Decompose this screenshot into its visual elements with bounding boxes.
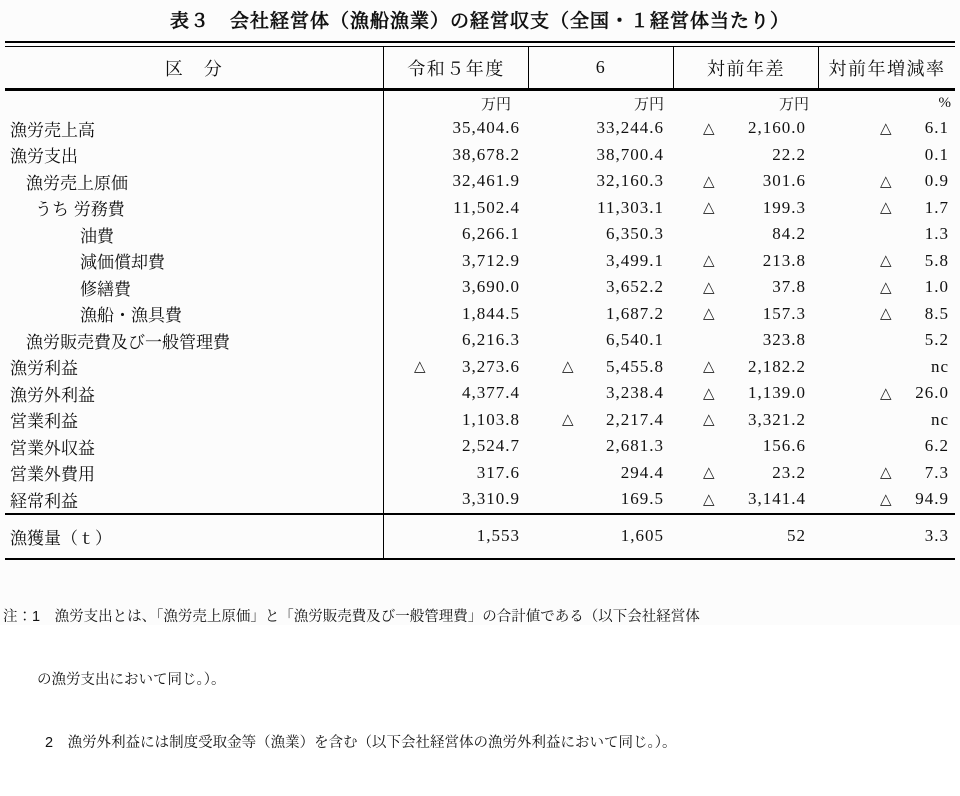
value-cell (818, 142, 955, 169)
row-label: 漁労利益 (10, 359, 78, 379)
table-title: 表３ 会社経営体（漁船漁業）の経営収支（全国・１経営体当たり） (169, 11, 790, 32)
column-header-year6: 6 (528, 47, 673, 88)
row-label: 経常利益 (10, 491, 78, 511)
value-cell (528, 407, 673, 434)
column-header-yoy-diff: 対前年差 (673, 47, 818, 88)
value-cell (673, 142, 818, 169)
value-cell (673, 433, 818, 460)
triangle-negative-icon: △ (562, 359, 574, 376)
value-number: 3,238.4 (606, 383, 664, 403)
table-row (5, 460, 955, 487)
value-number: 22.2 (772, 144, 806, 164)
value-cell (673, 168, 818, 195)
triangle-negative-icon: △ (703, 173, 715, 190)
value-cell (818, 195, 955, 222)
value-cell (673, 221, 818, 248)
value-number: 6.1 (924, 118, 949, 138)
value-number: 3,690.0 (462, 277, 520, 297)
value-cell (528, 168, 673, 195)
row-label: 修繕費 (80, 279, 131, 299)
value-number: 6,266.1 (462, 224, 520, 244)
value-number: 1,844.5 (462, 303, 520, 323)
value-cell (383, 274, 528, 301)
units-row (5, 91, 955, 115)
table-row (5, 195, 955, 222)
value-cell (528, 380, 673, 407)
value-number: 33,244.6 (596, 118, 664, 138)
value-cell (818, 115, 955, 142)
value-number: 23.2 (772, 462, 806, 482)
row-label: 営業利益 (10, 412, 78, 432)
value-number: 301.6 (762, 171, 806, 191)
table-row (5, 486, 955, 513)
value-number: 3,141.4 (748, 489, 806, 509)
value-number: 35,404.6 (452, 118, 520, 138)
value-number: 1,553 (476, 526, 520, 545)
value-number: 38,700.4 (596, 144, 664, 164)
column-header-kubun: 区 分 (164, 58, 224, 79)
unit-label-percent: % (938, 94, 951, 111)
value-cell (383, 433, 528, 460)
value-number: 52 (787, 526, 806, 545)
value-cell (528, 195, 673, 222)
value-cell (528, 327, 673, 354)
table-row (5, 354, 955, 381)
statistics-table (5, 41, 955, 560)
value-cell (383, 486, 528, 513)
value-number: 2,524.7 (462, 436, 520, 456)
value-number: 6,216.3 (462, 330, 520, 350)
value-cell (528, 433, 673, 460)
triangle-negative-icon: △ (703, 306, 715, 323)
value-cell (818, 433, 955, 460)
row-label: うち 労務費 (35, 200, 125, 220)
value-number: 37.8 (772, 277, 806, 297)
value-number: 0.1 (924, 144, 949, 164)
row-label: 営業外収益 (10, 438, 95, 458)
footnote-line: 注：1 漁労支出とは、「漁労売上原価」と「漁労販売費及び一般管理費」の合計値である（以下会社経営体 (3, 608, 700, 625)
value-cell (383, 221, 528, 248)
table-row (5, 168, 955, 195)
value-cell (383, 407, 528, 434)
value-number: 1,139.0 (748, 383, 806, 403)
unit-label-manen-3: 万円 (778, 96, 809, 113)
value-number: 2,681.3 (606, 436, 664, 456)
value-cell (383, 380, 528, 407)
triangle-negative-icon: △ (880, 306, 892, 323)
footnote-line: 2 漁労外利益には制度受取金等（漁業）を含む（以下会社経営体の漁労外利益において同じ。）。 (45, 734, 677, 751)
value-number: 5.8 (924, 250, 949, 270)
row-label: 減価償却費 (80, 253, 165, 273)
value-cell (818, 168, 955, 195)
value-number: 3.3 (924, 526, 949, 545)
row-label: 漁獲量（ｔ） (10, 528, 112, 548)
row-label: 営業外費用 (10, 465, 95, 485)
table-row (5, 142, 955, 169)
value-number: 11,502.4 (453, 197, 520, 217)
value-number: 2,217.4 (606, 409, 664, 429)
value-cell (818, 407, 955, 434)
value-cell (528, 486, 673, 513)
triangle-negative-icon: △ (703, 253, 715, 270)
value-number: 157.3 (762, 303, 806, 323)
value-cell (818, 327, 955, 354)
triangle-negative-icon: △ (880, 173, 892, 190)
triangle-negative-icon: △ (880, 253, 892, 270)
value-cell (673, 248, 818, 275)
footnote-line: の漁労支出において同じ。）。 (37, 671, 226, 688)
table-header-row (5, 47, 955, 91)
table-body (5, 115, 955, 513)
value-number: 6,350.3 (606, 224, 664, 244)
value-number: 3,499.1 (606, 250, 664, 270)
value-number: 94.9 (915, 489, 949, 509)
value-cell (383, 354, 528, 381)
value-number: 1.7 (924, 197, 949, 217)
table-row (5, 301, 955, 328)
value-cell (673, 515, 818, 558)
value-cell (383, 515, 528, 558)
triangle-negative-icon: △ (703, 385, 715, 402)
value-cell (673, 195, 818, 222)
value-cell (818, 460, 955, 487)
value-cell (528, 115, 673, 142)
value-number: 169.5 (620, 489, 664, 509)
value-cell (673, 486, 818, 513)
row-label: 漁労販売費及び一般管理費 (26, 332, 230, 352)
triangle-negative-icon: △ (880, 385, 892, 402)
table-footer-row (5, 515, 955, 560)
row-label: 漁労売上高 (10, 120, 95, 140)
table-row (5, 380, 955, 407)
value-number: 8.5 (924, 303, 949, 323)
value-number: 38,678.2 (452, 144, 520, 164)
value-number: 2,182.2 (748, 356, 806, 376)
value-cell (673, 115, 818, 142)
triangle-negative-icon: △ (414, 359, 426, 376)
value-number: 4,377.4 (462, 383, 520, 403)
unit-label-manen-1: 万円 (383, 91, 528, 115)
value-cell (528, 460, 673, 487)
value-cell (383, 460, 528, 487)
value-cell (818, 486, 955, 513)
value-cell (383, 301, 528, 328)
value-cell (528, 354, 673, 381)
value-cell (818, 221, 955, 248)
value-number: 5,455.8 (606, 356, 664, 376)
value-number: 5.2 (924, 330, 949, 350)
triangle-negative-icon: △ (703, 359, 715, 376)
value-cell (528, 142, 673, 169)
value-cell (673, 327, 818, 354)
value-cell (383, 168, 528, 195)
value-number: 1.3 (924, 224, 949, 244)
value-cell (383, 327, 528, 354)
table-footer (5, 515, 955, 560)
value-cell (528, 248, 673, 275)
triangle-negative-icon: △ (703, 120, 715, 137)
value-number: 317.6 (476, 462, 520, 482)
value-cell (673, 301, 818, 328)
value-cell (818, 274, 955, 301)
value-cell (818, 380, 955, 407)
value-number: 6.2 (924, 436, 949, 456)
value-number: 199.3 (762, 197, 806, 217)
value-cell (528, 301, 673, 328)
value-number: 2,160.0 (748, 118, 806, 138)
value-number: 32,461.9 (452, 171, 520, 191)
value-number: 84.2 (772, 224, 806, 244)
value-number: 1,103.8 (462, 409, 520, 429)
value-number: 1,687.2 (606, 303, 664, 323)
table-row (5, 248, 955, 275)
value-cell (818, 248, 955, 275)
value-number: 32,160.3 (596, 171, 664, 191)
triangle-negative-icon: △ (703, 200, 715, 217)
value-number: 3,652.2 (606, 277, 664, 297)
triangle-negative-icon: △ (703, 465, 715, 482)
row-label: 漁労支出 (10, 147, 78, 167)
column-header-yoy-rate: 対前年増減率 (818, 47, 955, 88)
column-header-reiwa5: 令和５年度 (383, 47, 528, 88)
value-cell (528, 515, 673, 558)
value-number: 26.0 (915, 383, 949, 403)
value-cell (673, 460, 818, 487)
value-cell (818, 354, 955, 381)
table-row (5, 327, 955, 354)
value-number: 3,310.9 (462, 489, 520, 509)
table-row (5, 274, 955, 301)
triangle-negative-icon: △ (880, 491, 892, 508)
value-cell (818, 301, 955, 328)
value-cell (383, 195, 528, 222)
triangle-negative-icon: △ (703, 412, 715, 429)
triangle-negative-icon: △ (880, 120, 892, 137)
table-row (5, 407, 955, 434)
value-number: 11,303.1 (597, 197, 664, 217)
value-number: 0.9 (924, 171, 949, 191)
value-cell (818, 515, 955, 558)
value-number: 1,605 (620, 526, 664, 545)
value-number: 6,540.1 (606, 330, 664, 350)
unit-label-manen-2: 万円 (633, 96, 664, 113)
triangle-negative-icon: △ (880, 200, 892, 217)
value-number: 3,712.9 (462, 250, 520, 270)
row-label: 漁労売上原価 (26, 173, 128, 193)
triangle-negative-icon: △ (562, 412, 574, 429)
value-number: 294.4 (620, 462, 664, 482)
value-cell (528, 221, 673, 248)
value-number: 1.0 (924, 277, 949, 297)
value-cell (673, 274, 818, 301)
triangle-negative-icon: △ (703, 491, 715, 508)
value-cell (383, 115, 528, 142)
value-number: 3,273.6 (462, 356, 520, 376)
value-number: 213.8 (762, 250, 806, 270)
value-number: 7.3 (924, 462, 949, 482)
value-number: nc (930, 356, 949, 376)
triangle-negative-icon: △ (880, 465, 892, 482)
value-number: 3,321.2 (748, 409, 806, 429)
triangle-negative-icon: △ (880, 279, 892, 296)
table-row (5, 221, 955, 248)
value-number: nc (930, 409, 949, 429)
value-cell (673, 354, 818, 381)
triangle-negative-icon: △ (703, 279, 715, 296)
units-empty-cell (5, 91, 383, 115)
value-cell (383, 142, 528, 169)
table-row (5, 433, 955, 460)
row-label: 油費 (80, 226, 114, 246)
value-number: 156.6 (762, 436, 806, 456)
row-label: 漁労外利益 (10, 385, 95, 405)
value-cell (528, 274, 673, 301)
row-label: 漁船・漁具費 (80, 306, 182, 326)
footnotes (3, 565, 960, 796)
value-cell (673, 407, 818, 434)
table-row (5, 115, 955, 142)
value-cell (673, 380, 818, 407)
value-cell (383, 248, 528, 275)
value-number: 323.8 (762, 330, 806, 350)
